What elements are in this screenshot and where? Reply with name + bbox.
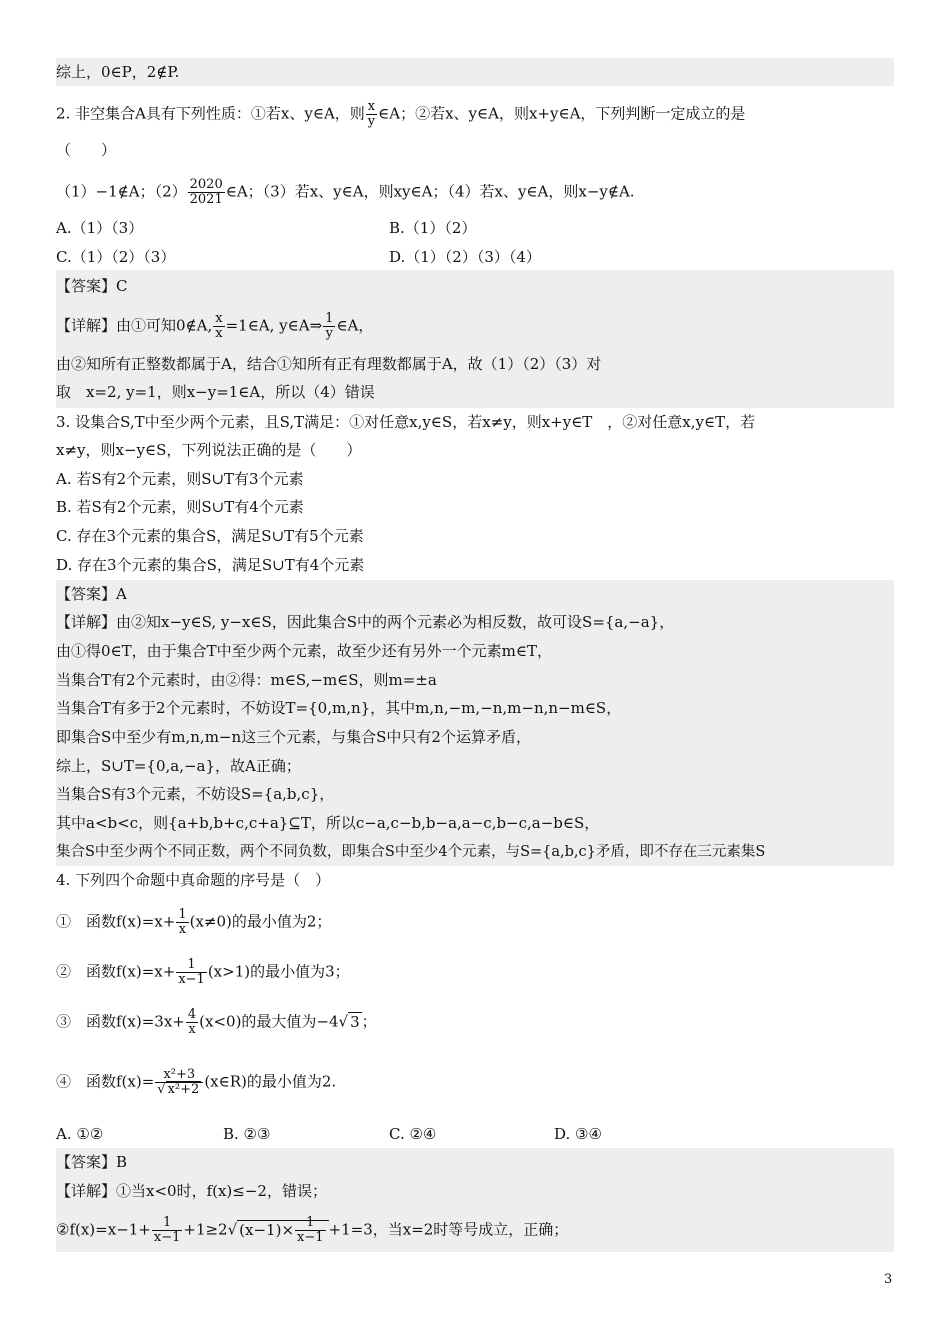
q3-answer: 【答案】A [56, 585, 127, 603]
frac-1-over-x: $\frac{1}{x}$ [178, 907, 187, 937]
q2-stem: 2. 非空集合A具有下列性质：①若x、y∈A，则 $\frac{x}{y}$ ∈A；②若x、y∈A，则x+y∈A，下列判断一定成立的是 [56, 99, 746, 129]
q3-option-b: B. 若S有2个元素，则S∪T有4个元素 [56, 498, 304, 516]
conclusion-line: 综上，0∈P，2∉P. [56, 63, 180, 81]
q4-proposition-3: ③ 函数f(x)=3x+ $\frac{4}{x}$ (x<0)的最大值为−4√ 3 ； [56, 1007, 377, 1037]
page-number: 3 [884, 1272, 893, 1287]
q3-option-a: A. 若S有2个元素，则S∪T有3个元素 [56, 470, 304, 488]
q2-answer: 【答案】C [56, 277, 128, 295]
q2-option-a: A.（1）（3） [56, 219, 144, 237]
q3-explain-4: 当集合T有多于2个元素时，不妨设T={0,m,n}，其中m,n,−m,−n,m−n,n−m∈S， [56, 699, 622, 717]
q4-answer: 【答案】B [56, 1153, 128, 1171]
q2-explain-1: 【详解】由①可知0∉A, $\frac{x}{x}$ =1∈A, y∈A⇒ $\frac{1}{y}$ ∈A， [56, 311, 374, 341]
shade-block-1 [56, 58, 894, 86]
q3-explain-1: 【详解】由②知x−y∈S, y−x∈S，因此集合S中的两个元素必为相反数，故可设S={a,−a}， [56, 613, 675, 631]
q2-paren: （ ） [56, 141, 117, 159]
frac-1-over-y: $\frac{1}{y}$ [325, 311, 334, 341]
frac-x-over-x: $\frac{x}{x}$ [215, 311, 223, 341]
q4-proposition-1: ① 函数f(x)=x+ $\frac{1}{x}$ (x≠0)的最小值为2； [56, 907, 332, 937]
q4-option-c: C. ②④ [389, 1125, 437, 1143]
q4-proposition-4: ④ 函数f(x)= $\frac{\text{x²+3}}{\text{√ x²+2}}$ (x∈R)的最小值为2. [56, 1067, 337, 1097]
q3-stem-1: 3. 设集合S,T中至少两个元素，且S,T满足：①对任意x,y∈S，若x≠y，则x+y∈T ，②对任意x,y∈T，若 [56, 413, 756, 431]
q3-explain-7: 当集合S有3个元素，不妨设S={a,b,c}， [56, 785, 335, 803]
q3-explain-3: 当集合T有2个元素时，由②得：m∈S,−m∈S，则m=±a [56, 671, 437, 689]
q3-explain-6: 综上，S∪T={0,a,−a}，故A正确； [56, 757, 301, 775]
q2-option-b: B.（1）（2） [389, 219, 477, 237]
q3-explain-2: 由①得0∈T，由于集合T中至少两个元素，故至少还有另外一个元素m∈T， [56, 642, 552, 660]
frac-a: $\frac{1}{x-1}$ [153, 1215, 181, 1245]
frac-2020-2021: $\frac{2020}{2021}$ [189, 177, 223, 207]
q4-option-b: B. ②③ [223, 1125, 271, 1143]
frac-4-over-x: $\frac{4}{x}$ [187, 1007, 197, 1037]
q3-explain-8: 其中a<b<c，则{a+b,b+c,c+a}⊆T，所以c−a,c−b,b−a,a−c,b−c,a−b∈S， [56, 814, 600, 832]
q3-option-c: C. 存在3个元素的集合S，满足S∪T有5个元素 [56, 527, 364, 545]
q3-explain-9: 集合S中至少两个不同正数，两个不同负数，即集合S中至少4个元素，与S={a,b,c}矛盾，即不存在三元素集S [56, 844, 766, 860]
q3-stem-2: x≠y，则x−y∈S，下列说法正确的是（ ） [56, 441, 362, 459]
q3-explain-5: 即集合S中至少有m,n,m−n这三个元素，与集合S中只有2个运算矛盾， [56, 728, 531, 746]
sqrt-symbol-2: √ [227, 1220, 238, 1239]
frac-x-over-y: $\frac{x}{y}$ [367, 99, 376, 129]
frac-1-over-x-minus-1: $\frac{1}{x-1}$ [178, 957, 205, 987]
q4-option-a: A. ①② [56, 1125, 104, 1143]
q2-explain-3: 取 x=2, y=1，则x−y=1∈A，所以（4）错误 [56, 383, 375, 401]
q2-option-d: D.（1）（2）（3）（4） [389, 248, 541, 266]
frac-x2-plus-3: $\frac{\text{x²+3}}{\text{√ x²+2}}$ [155, 1068, 203, 1097]
sqrt-symbol: √ [338, 1012, 349, 1031]
q3-option-d: D. 存在3个元素的集合S，满足S∪T有4个元素 [56, 556, 365, 574]
q2-explain-2: 由②知所有正整数都属于A，结合①知所有正有理数都属于A，故（1）（2）（3）对 [56, 355, 602, 373]
q4-proposition-2: ② 函数f(x)=x+ $\frac{1}{x-1}$ (x>1)的最小值为3； [56, 957, 350, 987]
q2-option-c: C.（1）（2）（3） [56, 248, 176, 266]
q2-statements: （1）−1∉A；（2） $\frac{2020}{2021}$ ∈A；（3）若x、y∈A，则xy∈A；（4）若x、y∈A，则x−y∉A. [56, 177, 635, 207]
q4-stem: 4. 下列四个命题中真命题的序号是（ ） [56, 871, 331, 889]
frac-b: $\frac{1}{x-1}$ [297, 1215, 324, 1245]
q4-explain-2: ②f(x)=x−1+ $\frac{1}{x-1}$ +1≥2√ (x−1)× $\frac{1}{x-1}$ +1=3，当x=2时等号成立，正确； [56, 1215, 569, 1245]
q4-option-d: D. ③④ [554, 1125, 602, 1143]
q4-explain-1: 【详解】①当x<0时，f(x)≤−2，错误； [56, 1182, 327, 1200]
